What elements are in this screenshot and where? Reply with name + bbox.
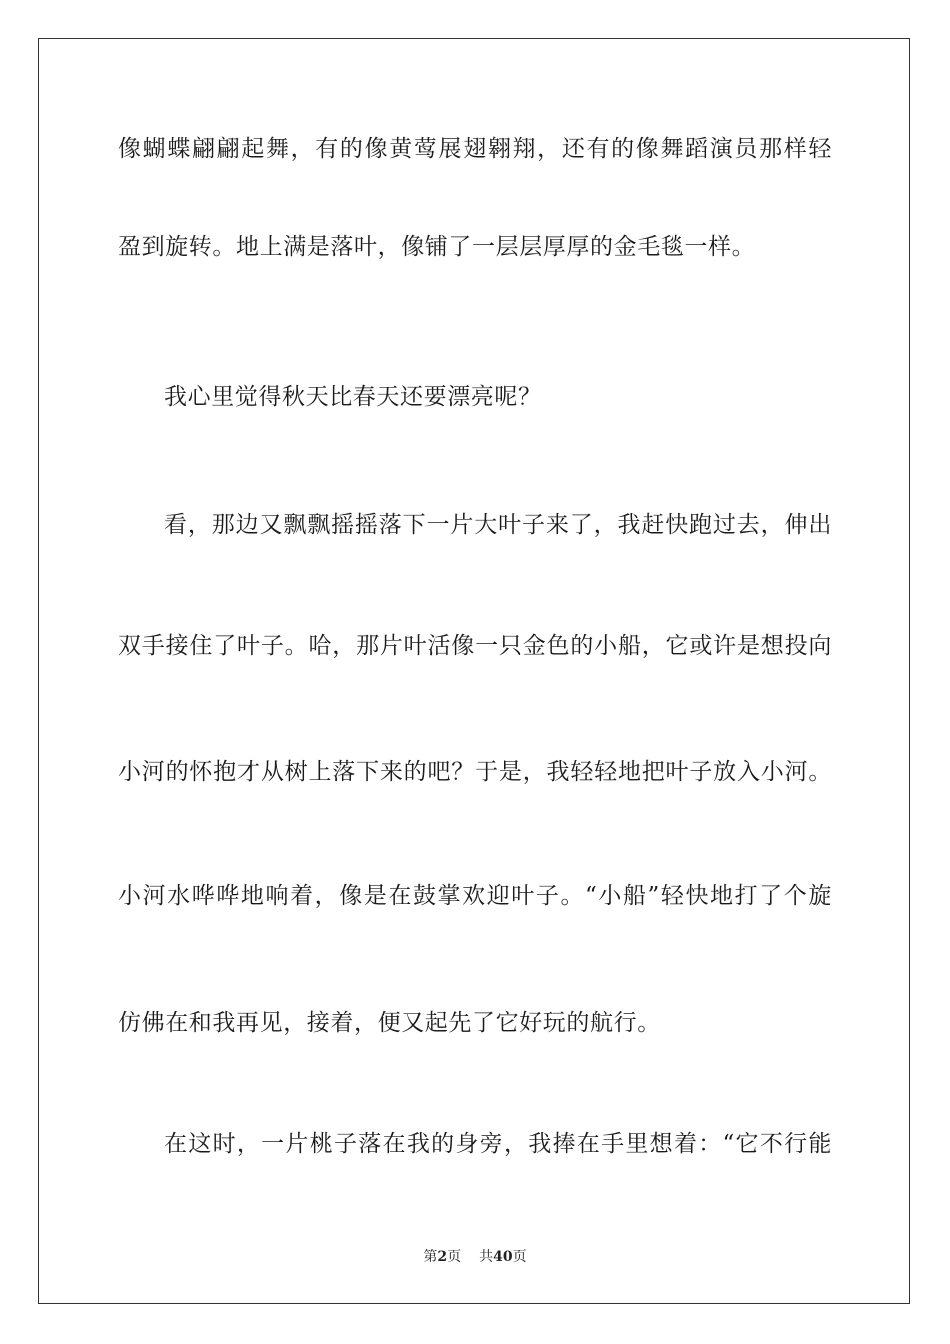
text-line-2: 盈到旋转。地上满是落叶，像铺了一层层厚厚的金毛毯一样。: [118, 234, 756, 260]
page-number: 2: [437, 1249, 448, 1265]
text-line-4: 看，那边又飘飘摇摇落下一片大叶子来了，我赶快跑过去，伸出: [164, 512, 832, 538]
text-line-8: 仿佛在和我再见，接着，便又起先了它好玩的航行。: [118, 1010, 661, 1036]
page-border: [38, 38, 910, 1304]
text-line-5: 双手接住了叶子。哈，那片叶活像一只金色的小船，它或许是想投向: [118, 633, 832, 659]
total-pages: 40: [493, 1249, 513, 1265]
text-line-9: 在这时，一片桃子落在我的身旁，我捧在手里想着：“它不行能: [164, 1131, 832, 1157]
total-suffix: 页: [512, 1249, 527, 1265]
total-prefix: 共: [479, 1249, 494, 1265]
text-line-6: 小河的怀抱才从树上落下来的吧？于是，我轻轻地把叶子放入小河。: [118, 759, 832, 785]
page-footer: [0, 1246, 950, 1266]
text-line-3: 我心里觉得秋天比春天还要漂亮呢？: [164, 384, 542, 410]
page-prefix: 第: [423, 1249, 438, 1265]
text-line-1: 像蝴蝶翩翩起舞，有的像黄莺展翅翱翔，还有的像舞蹈演员那样轻: [118, 136, 832, 162]
text-line-7: 小河水哗哗地响着，像是在鼓掌欢迎叶子。“小船”轻快地打了个旋: [118, 883, 832, 909]
page-suffix: 页: [447, 1249, 462, 1265]
